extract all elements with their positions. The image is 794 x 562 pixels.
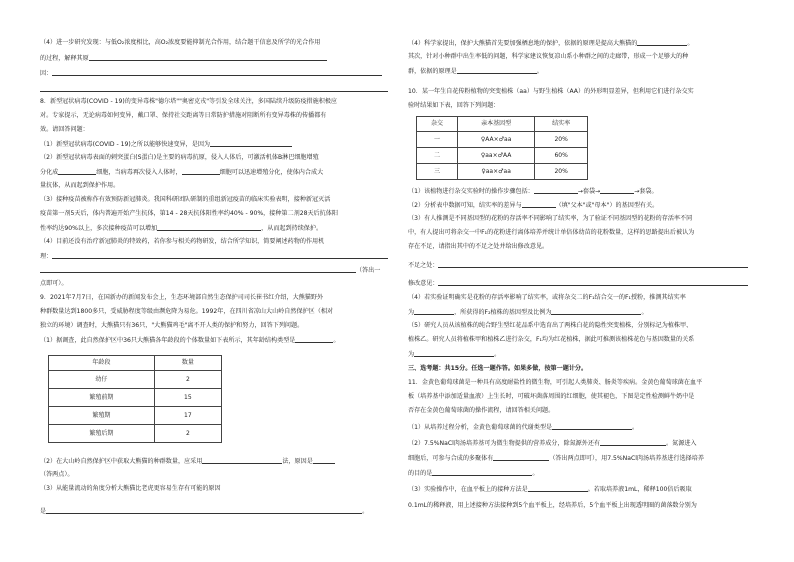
text-line: 疫苗第一剂5天后，体内普遍开始产生抗体，第14 - 28天抗体阳性率约40% - 90%，接种第二剂28天后抗体阳 bbox=[40, 210, 338, 217]
text-line: 细胞后，可参与合成的多聚体有 （答出两点即可），用7.5%NaCl肉汤培养基进行选择培养 bbox=[408, 455, 704, 462]
table-cell: 20% bbox=[535, 164, 588, 180]
text-line: 8．新型冠状病毒(COVID - 19)的变异毒株"德尔塔""奥密克戎"等引发全球关注，多国陆续升级防疫措施积极应 bbox=[40, 98, 338, 105]
table-header: 数量 bbox=[154, 356, 221, 371]
text-line: 量抗体，从而起到保护作用。 bbox=[40, 182, 120, 189]
text-line: 为 ，所获得的F₂植株的基因型及比例为 。 bbox=[408, 309, 648, 316]
table-cell: 2 bbox=[154, 425, 221, 443]
text-line: （4）目前还没有治疗新冠肺炎的特效药，若你参与相关药物研发，结合所学知识，简要阐述药物的作用机 bbox=[40, 238, 325, 245]
text-line: 的目的是 。 bbox=[408, 470, 539, 477]
text-line: 9．2021年7月7日，在国新办的新闻发布会上，生态环境部自然生态保护司司长崔书红介绍，大熊猫野外 bbox=[40, 294, 324, 301]
text-line: （2）分析表中数据可知，结实率的差异与 （填"父本"或"母本"）的基因型有关。 bbox=[408, 202, 659, 209]
table-cell: 繁殖期 bbox=[49, 407, 155, 425]
table-cell: 幼仔 bbox=[49, 371, 155, 389]
table-cell: 繁殖前期 bbox=[49, 389, 155, 407]
answer-blank[interactable] bbox=[182, 168, 220, 175]
text-line: 的过程，解释其原 bbox=[40, 54, 327, 63]
table-cell: 60% bbox=[535, 148, 588, 164]
table-cell: ♀aa×♂aa bbox=[458, 164, 535, 180]
table-row bbox=[417, 132, 588, 148]
table-header: 年龄段 bbox=[49, 356, 155, 371]
text-line: 验时结果如下表，回答下列问题： bbox=[408, 102, 500, 109]
text-line: （4）进一步研究发现：与低O₂浓度相比，高O₂浓度要能抑制光合作用，结合题干信息及所学的光合作用 bbox=[40, 39, 321, 46]
text-line: 分化成 细胞，当病毒再次侵入人体时， 细胞可以迅速增殖分化，使体内合成大 bbox=[40, 169, 324, 176]
answer-blank[interactable] bbox=[40, 266, 356, 273]
table-cell: 三 bbox=[417, 164, 458, 180]
text-line: （答两点）。 bbox=[40, 471, 74, 478]
answer-blank[interactable] bbox=[551, 308, 641, 315]
cross-results-table bbox=[416, 116, 588, 180]
table-row bbox=[49, 407, 222, 425]
table-cell: 二 bbox=[417, 148, 458, 164]
text-line: 板（培养基中添加适量血液）上生长时，可破坏菌落周围的红细胞，使其褪色，下图是定性检测鲜牛奶中是 bbox=[408, 393, 695, 400]
text-line: 存在不足，请指出其中的不足之处并给出修改意见。 bbox=[408, 243, 549, 250]
answer-blank[interactable] bbox=[432, 469, 532, 476]
text-line: 是 。 bbox=[40, 508, 369, 515]
table-cell: 17 bbox=[154, 407, 221, 425]
table-cell: ♀aa×♂AA bbox=[458, 148, 535, 164]
answer-blank[interactable] bbox=[600, 439, 666, 446]
text-line: （2）在大山岭自然保护区中获取大熊猫的种群数量，应采用 法，原因是 bbox=[40, 457, 335, 466]
text-line: 其次，针对小种群中出生率低的问题，科学家建议恢复凉山系小种群之间的走廊带，形成一个足够大的种 bbox=[408, 53, 689, 60]
table-header: 亲本基因型 bbox=[458, 117, 535, 132]
table-cell: 一 bbox=[417, 132, 458, 148]
answer-blank[interactable] bbox=[414, 308, 454, 315]
table-row bbox=[417, 164, 588, 180]
text-line: 0.1mL的稀释液，用上述接种方法接种到5个血平板上，经培养后，5个血平板上出现透明圈的菌落数分别为 bbox=[408, 502, 697, 509]
answer-blank[interactable] bbox=[46, 507, 362, 514]
text-line: 10．某一年生自花传粉植物的突变植株（aa）与野生植株（AA）的外形明显差异，但利用它们进行杂交实 bbox=[408, 88, 694, 95]
text-line: （5）研究人员从该植株的纯合野生型红花品系中选育出了两株白花的隐性突变植株，分别标记为植株甲、 bbox=[408, 322, 693, 329]
text-line: 性率约达90%以上，多次接种疫苗可以增加 ，从而起到持续保护。 bbox=[40, 225, 323, 232]
answer-blank[interactable] bbox=[522, 201, 556, 208]
answer-blank[interactable] bbox=[313, 457, 335, 464]
answer-blank[interactable] bbox=[528, 485, 588, 492]
answer-blank[interactable] bbox=[295, 336, 333, 343]
table-header: 结实率 bbox=[535, 117, 588, 132]
text-line: （3）有人推测是不同基因型的花粉的存活率不同影响了结实率，为了验证不同基因型的花粉的存活率不同 bbox=[408, 215, 693, 222]
answer-blank[interactable] bbox=[210, 140, 292, 147]
table-header: 杂交 bbox=[417, 117, 458, 132]
section-heading: 三、选考题：共15分。任选一题作答。如果多做，按第一题计分。 bbox=[408, 365, 588, 372]
answer-blank[interactable] bbox=[552, 423, 632, 430]
answer-blank[interactable] bbox=[202, 457, 282, 464]
table-cell: ♀AA×♂aa bbox=[458, 132, 535, 148]
text-line: （2）7.5%NaCl肉汤培养基可为微生物提供的营养成分，除氮源外还有 。氮源进入 bbox=[408, 440, 697, 447]
text-line: 中，有人提出可将杂交一中F₁的花粉进行离体培养并统计单倍体幼苗的花粉数量，这样的思路提出后被认为 bbox=[408, 229, 695, 236]
answer-blank[interactable] bbox=[157, 224, 261, 231]
text-line: （2）新型冠状病毒表面的刺突蛋白(S蛋白)是主要的病毒抗原，侵入人体后，可激活机体B淋巴细胞增殖 bbox=[40, 154, 319, 161]
table-row bbox=[49, 371, 222, 389]
answer-blank[interactable] bbox=[438, 279, 748, 286]
answer-blank[interactable] bbox=[58, 168, 96, 175]
text-line: 为 。 bbox=[408, 351, 501, 358]
text-line: （3）实验操作中，在血平板上的接种方法是 。若取培养液1mL，稀释100倍后吸取 bbox=[408, 486, 692, 493]
answer-blank[interactable] bbox=[89, 54, 327, 61]
table-cell: 2 bbox=[154, 371, 221, 389]
answer-blank[interactable] bbox=[493, 454, 549, 461]
age-structure-table bbox=[48, 355, 222, 443]
text-line: 群，依据的原理是 。 bbox=[408, 68, 543, 75]
text-line: 种群数量达到1800多只，受威胁程度等级由濒危降为易危。1992年，在四川省凉山大山岭自然保护区（相对 bbox=[40, 308, 334, 315]
text-line: （1）据调查，此自然保护区中36只大熊猫各年龄段的个体数量如下表所示，其年龄结构类型是 。 bbox=[40, 337, 340, 344]
text-line: 效。请回答问题： bbox=[40, 126, 89, 133]
answer-blank[interactable] bbox=[414, 350, 494, 357]
text-line: 不足之处： bbox=[408, 261, 748, 270]
text-line: （1）该植物进行杂交实验时的操作步骤包括： →套袋→ →套袋。 bbox=[408, 188, 658, 195]
answer-blank[interactable] bbox=[534, 187, 578, 194]
table-row bbox=[49, 389, 222, 407]
table-row bbox=[49, 425, 222, 443]
table-cell: 15 bbox=[154, 389, 221, 407]
text-line: 对。专家提示，无论病毒如何变异，戴口罩、保持社交距离等日常防护措施对阻断所有变异毒株的传播都有 bbox=[40, 112, 327, 119]
answer-line[interactable] bbox=[40, 91, 388, 92]
text-line: （3）接种疫苗被称作有效预防新冠肺炎。我国科研团队研制的重组新冠疫苗的临床实验表明，接种新冠灭活 bbox=[40, 196, 331, 203]
answer-blank[interactable] bbox=[52, 69, 382, 76]
answer-blank[interactable] bbox=[457, 67, 537, 74]
answer-blank[interactable] bbox=[438, 261, 748, 268]
text-line: 因： bbox=[40, 69, 382, 78]
answer-blank[interactable] bbox=[600, 187, 634, 194]
text-line: （答出一 bbox=[40, 266, 380, 275]
table-row bbox=[417, 148, 588, 164]
answer-blank[interactable] bbox=[637, 39, 687, 46]
text-line: 11．金黄色葡萄球菌是一种具有高度耐盐性的微生物，可引起人类肺炎、肠炎等疾病。金黄色葡萄球菌在血平 bbox=[408, 379, 703, 386]
text-line: 理： bbox=[40, 252, 388, 261]
table-cell: 繁殖后期 bbox=[49, 425, 155, 443]
text-line: （1）从培养过程分析，金黄色葡萄球菌的代谢类型是 。 bbox=[408, 424, 639, 431]
table-cell: 20% bbox=[535, 132, 588, 148]
text-line: 否存在金黄色葡萄球菌的操作流程，请回答相关问题。 bbox=[408, 407, 555, 414]
text-line: 植株乙。研究人员将植株甲和植株乙进行杂交，F₁均为红花植株，据此可推测该植株花色与基因数量的关系 bbox=[408, 336, 695, 343]
answer-blank[interactable] bbox=[52, 252, 388, 259]
text-line: 点即可）。 bbox=[40, 280, 68, 287]
text-line: （1）新型冠状病毒(COVID - 19)之所以能够快速变异，是因为 bbox=[40, 140, 292, 149]
text-line: （3）从能量流动的角度分析大熊猫比老虎更容易生存有可能的原因 bbox=[40, 485, 221, 492]
text-line: 独立的环境）调查时，大熊猫只有36只，"大熊猫鸡毛"离不开人类的保护和努力，回答下列问题。 bbox=[40, 322, 304, 329]
text-line: （4）若实验证明确实是花粉的存活率影响了结实率，或将杂交二的F₁结合交一的F₁授粉，推测其结实率 bbox=[408, 294, 686, 301]
text-line: （4）科学家提出，保护大熊猫首先要加强栖息地的保护，依据的原理是提高大熊猫的 。 bbox=[408, 40, 694, 47]
text-line: 修改意见： bbox=[408, 279, 748, 288]
